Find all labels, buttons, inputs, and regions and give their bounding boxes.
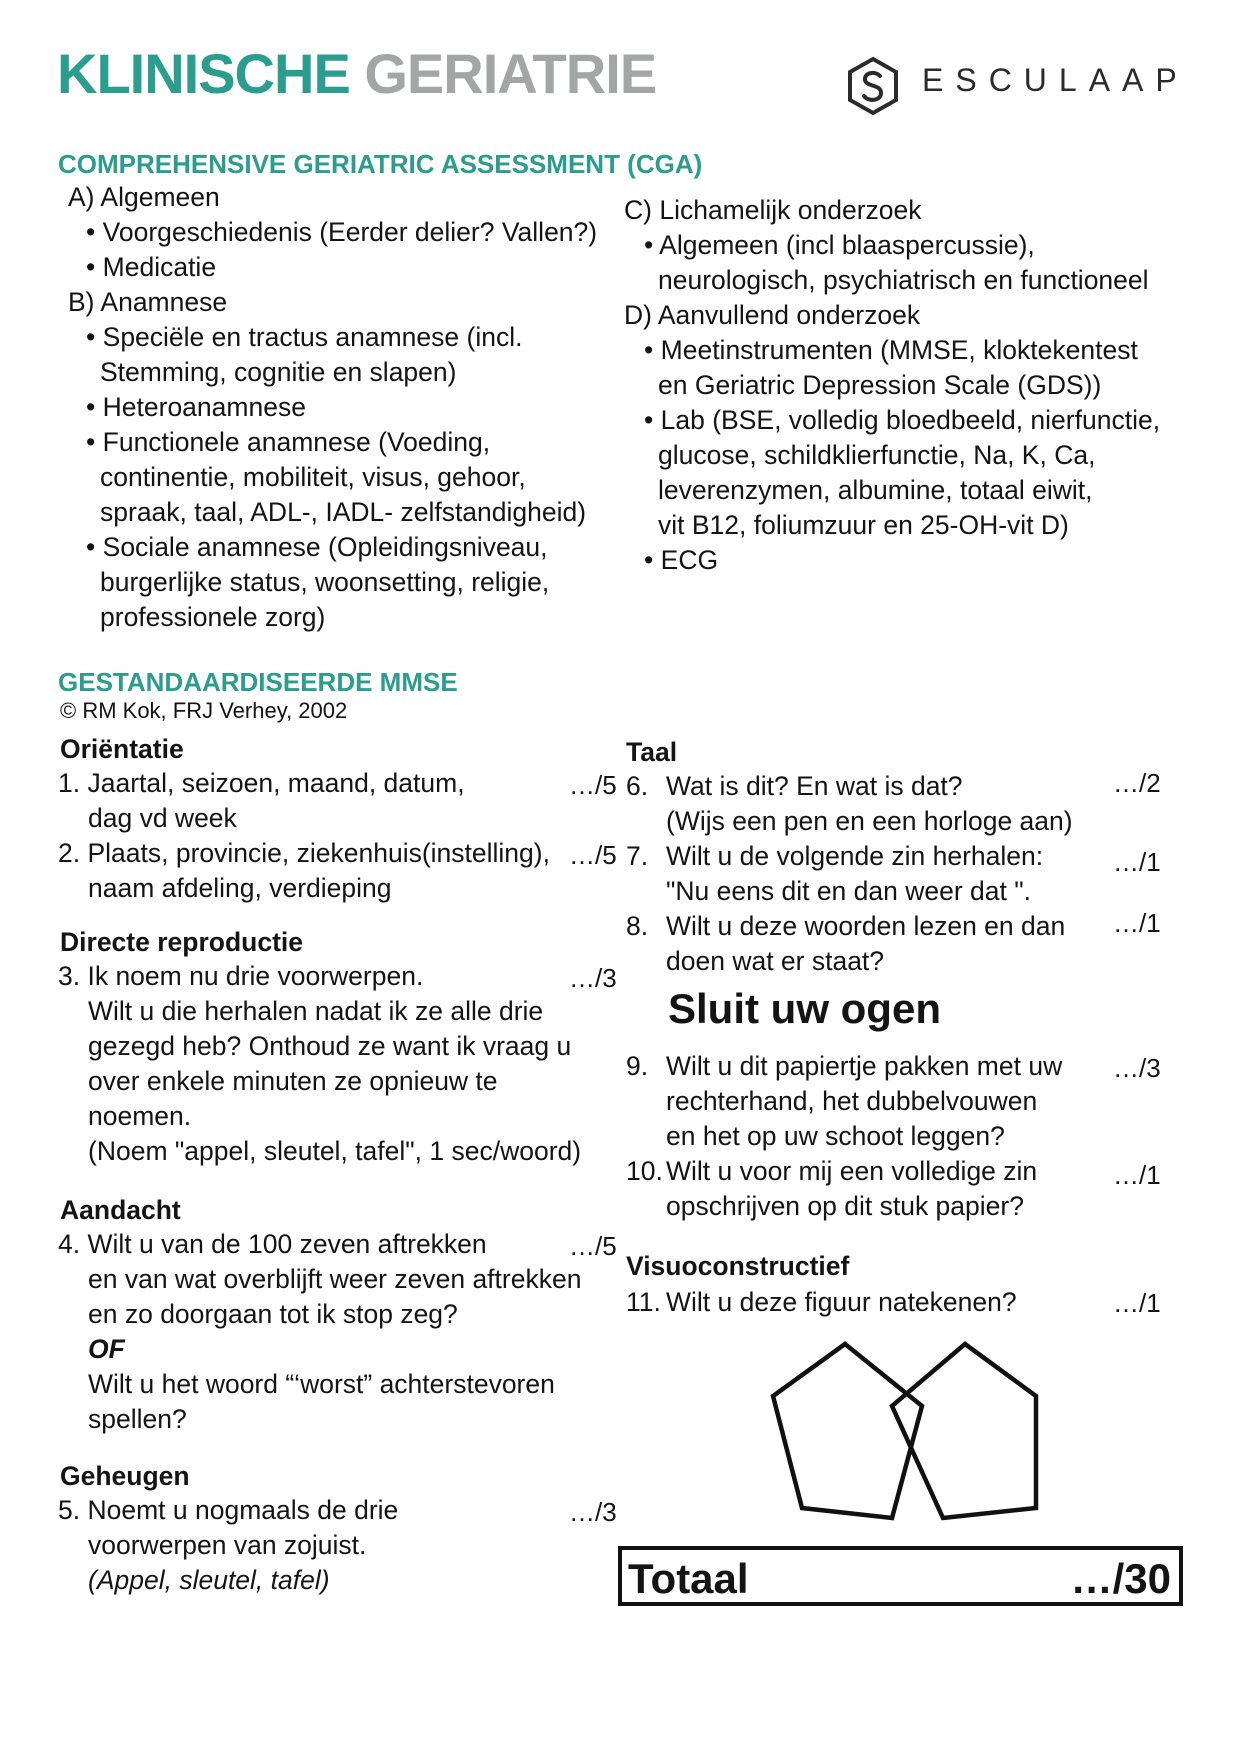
question-line: Wat is dit? En wat is dat? bbox=[666, 771, 963, 801]
question-number: 7. bbox=[626, 841, 649, 871]
cga-right-line: • ECG bbox=[644, 545, 719, 575]
page-title bbox=[57, 42, 657, 105]
section-aandacht: Aandacht bbox=[60, 1195, 181, 1225]
question-line: naam afdeling, verdieping bbox=[88, 873, 392, 903]
question-line: opschrijven op dit stuk papier? bbox=[666, 1191, 1024, 1221]
question-line: (Appel, sleutel, tafel) bbox=[88, 1565, 330, 1595]
question-line: 4. Wilt u van de 100 zeven aftrekken bbox=[58, 1229, 487, 1259]
question-line: doen wat er staat? bbox=[666, 946, 885, 976]
question-line: Wilt u deze figuur natekenen? bbox=[666, 1287, 1017, 1317]
score-field: …/3 bbox=[569, 1497, 617, 1527]
title-part2: GERIATRIE bbox=[364, 42, 657, 105]
score-field: …/1 bbox=[1113, 1160, 1161, 1190]
question-line: "Nu eens dit en dan weer dat ". bbox=[666, 876, 1032, 906]
score-field: …/5 bbox=[569, 1231, 617, 1261]
score-field: …/5 bbox=[569, 840, 617, 870]
cga-left-line: • Heteroanamnese bbox=[86, 392, 306, 422]
question-line: 1. Jaartal, seizoen, maand, datum, bbox=[58, 768, 465, 798]
cga-left-line: B) Anamnese bbox=[68, 287, 228, 317]
or-label: OF bbox=[88, 1334, 125, 1364]
score-field: …/1 bbox=[1113, 1288, 1161, 1318]
cga-right-line: en Geriatric Depression Scale (GDS)) bbox=[658, 370, 1102, 400]
cga-left-line: • Medicatie bbox=[86, 252, 217, 282]
question-line: Wilt u deze woorden lezen en dan bbox=[666, 911, 1066, 941]
question-line: en van wat overblijft weer zeven aftrekken bbox=[88, 1264, 582, 1294]
cga-left-line: professionele zorg) bbox=[100, 602, 326, 632]
question-line: over enkele minuten ze opnieuw te bbox=[88, 1066, 498, 1096]
command-text: Sluit uw ogen bbox=[668, 985, 941, 1032]
question-number: 6. bbox=[626, 771, 649, 801]
section-orientatie: Oriëntatie bbox=[60, 734, 184, 764]
question-number: 8. bbox=[626, 911, 649, 941]
question-line: 3. Ik noem nu drie voorwerpen. bbox=[58, 961, 424, 991]
cga-left-line: • Functionele anamnese (Voeding, bbox=[86, 427, 491, 457]
question-line: Wilt u de volgende zin herhalen: bbox=[666, 841, 1044, 871]
cga-left-line: • Speciële en tractus anamnese (incl. bbox=[86, 322, 523, 352]
total-label: Totaal bbox=[628, 1555, 749, 1602]
question-line: Wilt u dit papiertje pakken met uw bbox=[666, 1051, 1063, 1081]
score-field: …/2 bbox=[1113, 768, 1161, 798]
question-line: noemen. bbox=[88, 1101, 192, 1131]
question-number: 9. bbox=[626, 1051, 649, 1081]
question-number: 10. bbox=[626, 1156, 663, 1186]
question-line: dag vd week bbox=[88, 803, 237, 833]
cga-right-line: • Algemeen (incl blaaspercussie), bbox=[644, 230, 1035, 260]
score-field: …/3 bbox=[1113, 1053, 1161, 1083]
question-line: 2. Plaats, provincie, ziekenhuis(instelling), bbox=[58, 838, 550, 868]
question-line: en zo doorgaan tot ik stop zeg? bbox=[88, 1299, 458, 1329]
section-directe-reproductie: Directe reproductie bbox=[60, 927, 303, 957]
question-number: 11. bbox=[626, 1287, 661, 1317]
cga-right-line: leverenzymen, albumine, totaal eiwit, bbox=[658, 475, 1093, 505]
question-line: Wilt u voor mij een volledige zin bbox=[666, 1156, 1038, 1186]
cga-left-line: • Sociale anamnese (Opleidingsniveau, bbox=[86, 532, 548, 562]
question-line: 5. Noemt u nogmaals de drie bbox=[58, 1495, 399, 1525]
cga-right-line: C) Lichamelijk onderzoek bbox=[624, 195, 922, 225]
intersecting-pentagons-figure bbox=[770, 1336, 1040, 1524]
total-box bbox=[618, 1546, 1183, 1606]
total-score: …/30 bbox=[1070, 1555, 1171, 1602]
cga-right-line: • Meetinstrumenten (MMSE, kloktekentest bbox=[644, 335, 1138, 365]
brand-name: ESCULAAP bbox=[922, 62, 1189, 98]
section-taal: Taal bbox=[626, 737, 678, 767]
question-line: (Noem "appel, sleutel, tafel", 1 sec/woord) bbox=[88, 1136, 582, 1166]
score-field: …/1 bbox=[1113, 847, 1161, 877]
cga-heading: COMPREHENSIVE GERIATRIC ASSESSMENT (CGA) bbox=[58, 149, 703, 179]
score-field: …/5 bbox=[569, 770, 617, 800]
cga-left-line: A) Algemeen bbox=[68, 182, 220, 212]
cga-left-line: • Voorgeschiedenis (Eerder delier? Vallen?) bbox=[86, 217, 598, 247]
title-part1: KLINISCHE bbox=[57, 42, 350, 105]
mmse-heading: GESTANDAARDISEERDE MMSE bbox=[58, 667, 458, 697]
cga-right-line: neurologisch, psychiatrisch en functioneel bbox=[658, 265, 1149, 295]
question-line: en het op uw schoot leggen? bbox=[666, 1121, 1005, 1151]
cga-left-line: spraak, taal, ADL-, IADL- zelfstandigheid) bbox=[100, 497, 587, 527]
section-visuoconstructief: Visuoconstructief bbox=[626, 1251, 850, 1281]
mmse-copyright: © RM Kok, FRJ Verhey, 2002 bbox=[60, 698, 348, 723]
cga-right-line: vit B12, foliumzuur en 25-OH-vit D) bbox=[658, 510, 1069, 540]
cga-left-line: Stemming, cognitie en slapen) bbox=[100, 357, 457, 387]
question-line: gezegd heb? Onthoud ze want ik vraag u bbox=[88, 1031, 572, 1061]
question-line: (Wijs een pen en een horloge aan) bbox=[666, 806, 1073, 836]
cga-right-line: glucose, schildklierfunctie, Na, K, Ca, bbox=[658, 440, 1096, 470]
cga-right-line: D) Aanvullend onderzoek bbox=[624, 300, 921, 330]
cga-left-line: burgerlijke status, woonsetting, religie, bbox=[100, 567, 550, 597]
esculaap-logo-icon bbox=[846, 56, 900, 116]
section-geheugen: Geheugen bbox=[60, 1461, 190, 1491]
question-line: rechterhand, het dubbelvouwen bbox=[666, 1086, 1038, 1116]
question-line: Wilt u die herhalen nadat ik ze alle drie bbox=[88, 996, 544, 1026]
score-field: …/3 bbox=[569, 963, 617, 993]
cga-left-line: continentie, mobiliteit, visus, gehoor, bbox=[100, 462, 526, 492]
cga-right-line: • Lab (BSE, volledig bloedbeeld, nierfunctie, bbox=[644, 405, 1161, 435]
question-line: voorwerpen van zojuist. bbox=[88, 1530, 367, 1560]
score-field: …/1 bbox=[1113, 908, 1161, 938]
question-line: Wilt u het woord “‘worst” achterstevoren bbox=[88, 1369, 555, 1399]
question-line: spellen? bbox=[88, 1404, 187, 1434]
